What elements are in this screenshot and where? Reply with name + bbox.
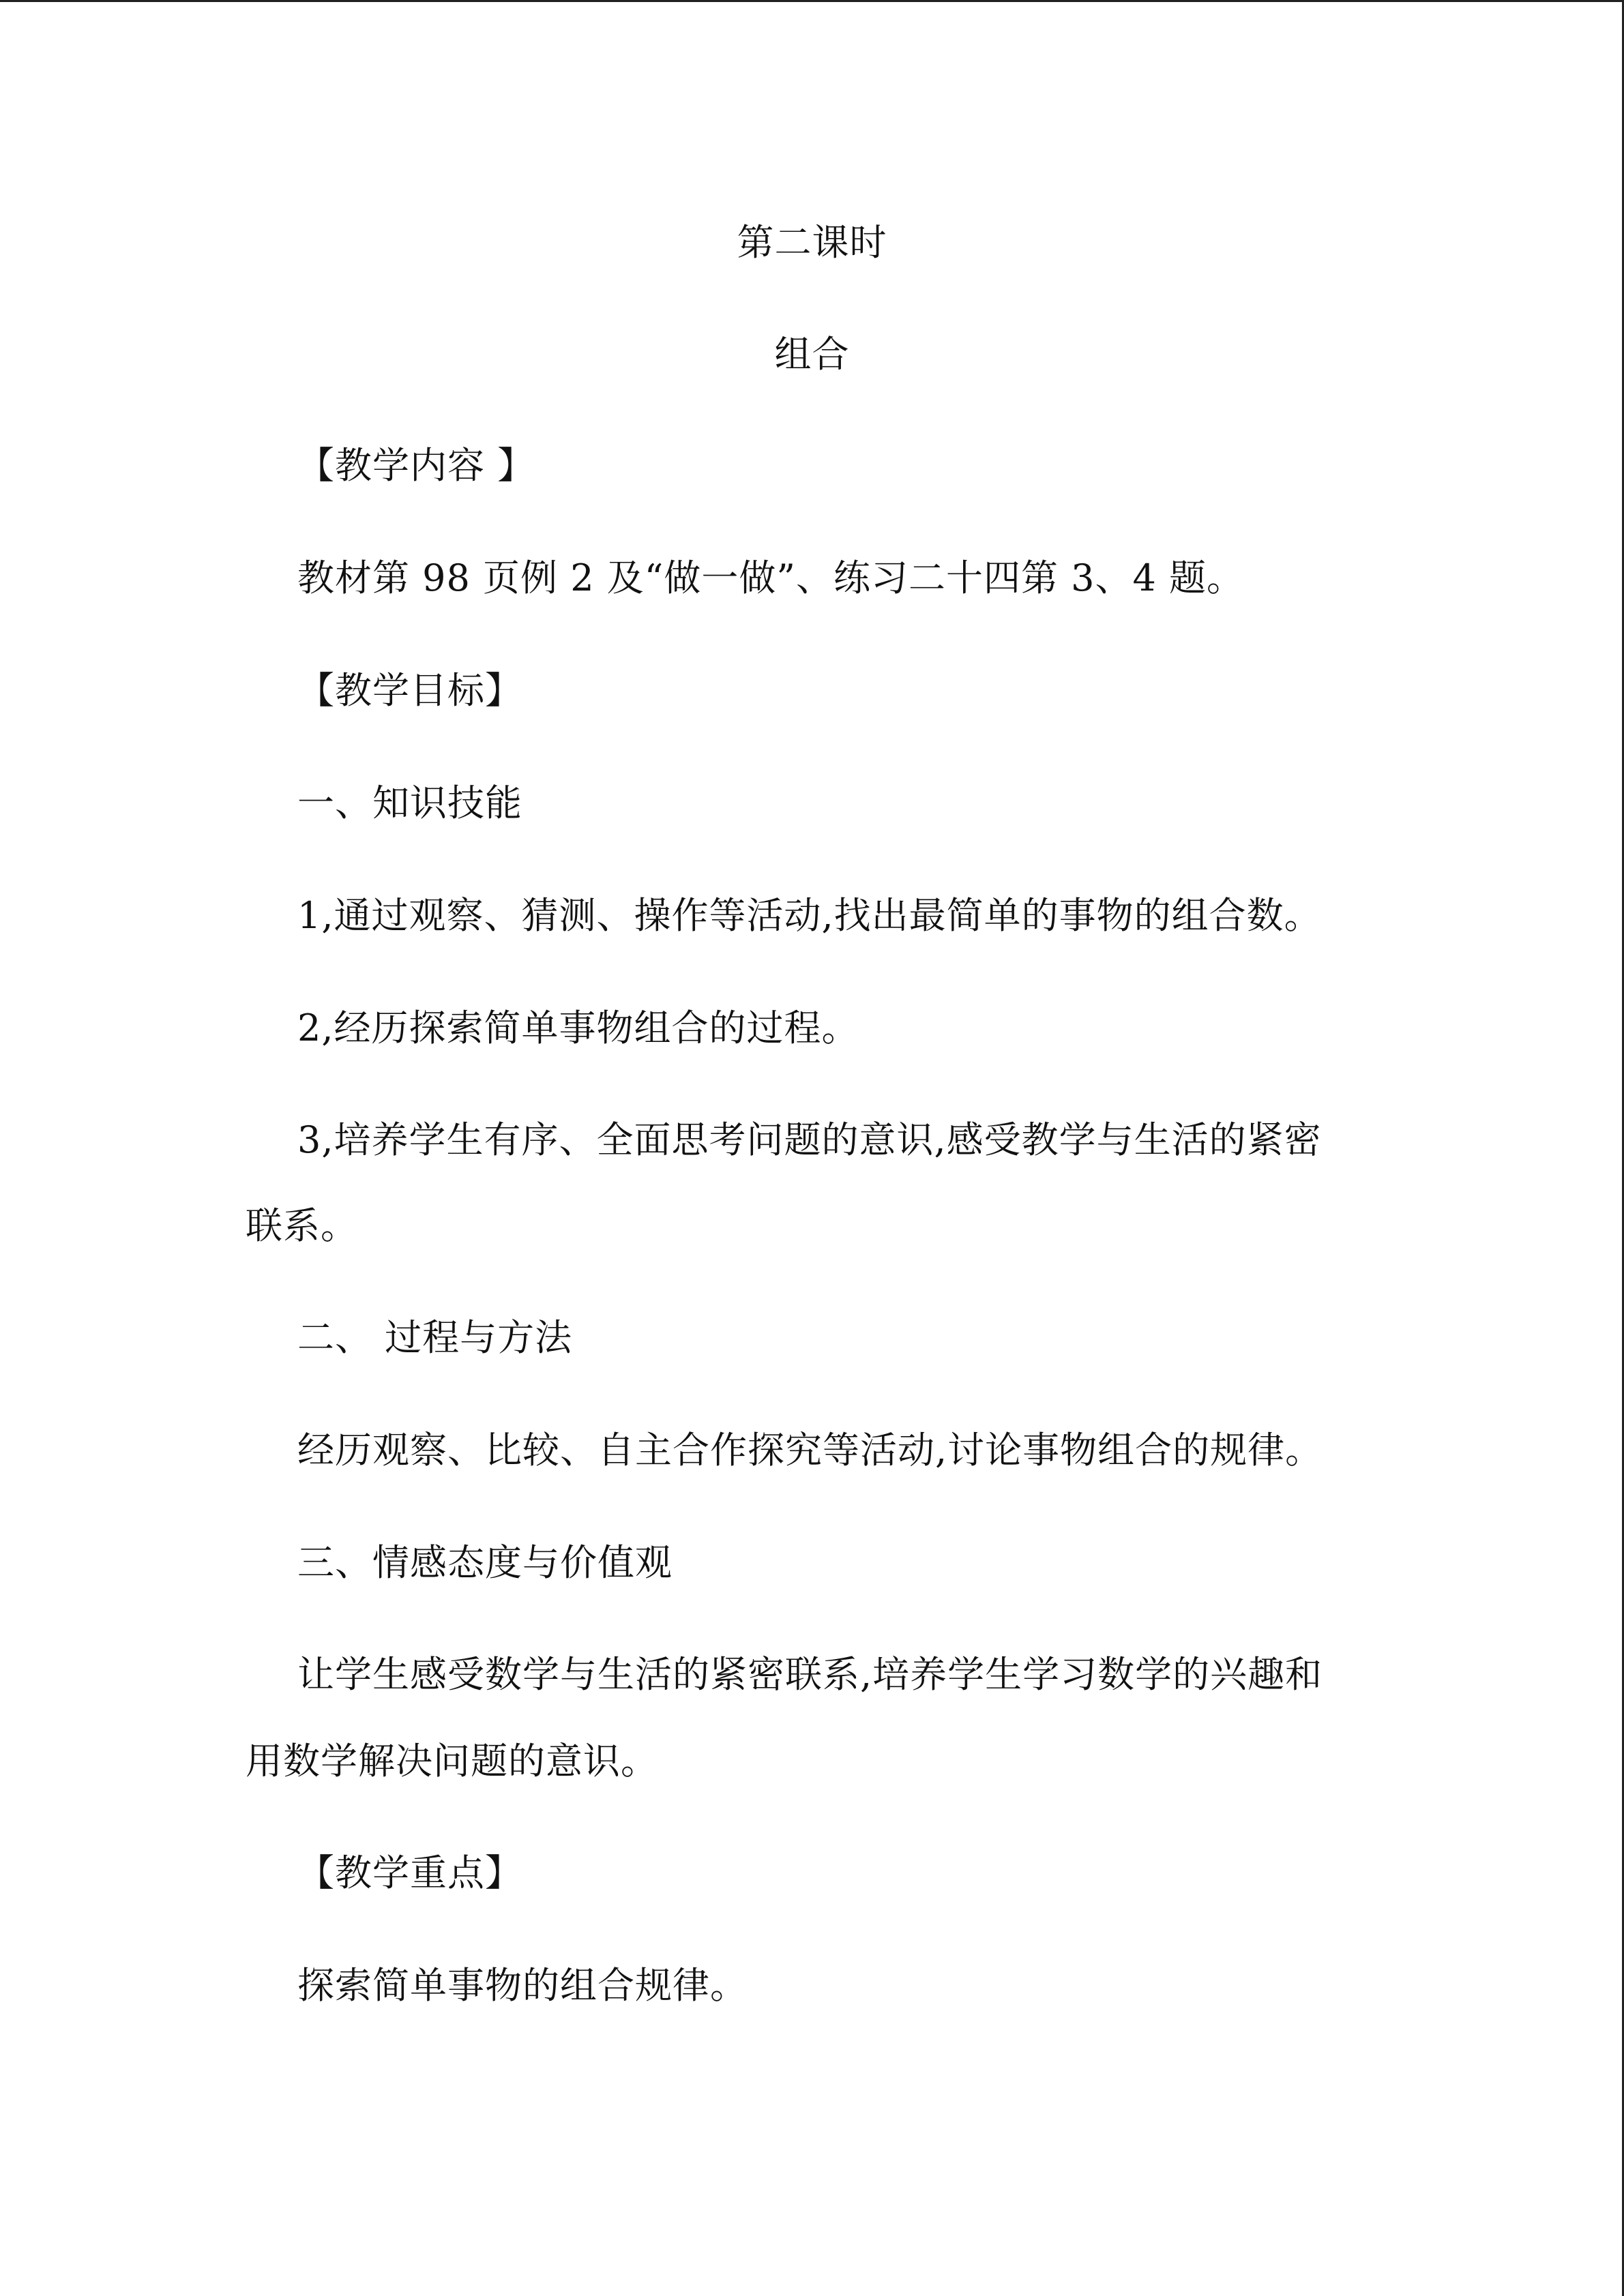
objective-item-2: 2,经历探索简单事物组合的过程。 [297, 1007, 859, 1049]
objective-item-3-continued: 联系。 [246, 1204, 358, 1247]
lesson-label: 第二课时 [737, 221, 887, 264]
page-title: 组合 [774, 333, 850, 376]
content-text: 教材第 98 页例 2 及“做一做”、练习二十四第 3、4 题。 [297, 556, 1244, 599]
section2-text: 经历观察、比较、自主合作探究等活动,讨论事物组合的规律。 [297, 1429, 1323, 1472]
focus-heading: 【教学重点】 [297, 1851, 522, 1894]
content-heading: 【教学内容 】 [297, 444, 535, 487]
focus-text: 探索简单事物的组合规律。 [297, 1964, 748, 2007]
section3-heading: 三、情感态度与价值观 [297, 1541, 673, 1584]
objectives-heading: 【教学目标】 [297, 669, 522, 712]
section3-text-continued: 用数学解决问题的意识。 [246, 1740, 658, 1783]
objective-item-1: 1,通过观察、猜测、操作等活动,找出最简单的事物的组合数。 [297, 894, 1322, 937]
objective-item-3: 3,培养学生有序、全面思考问题的意识,感受教学与生活的紧密 [297, 1118, 1322, 1161]
section1-heading: 一、知识技能 [297, 781, 522, 824]
section3-text: 让学生感受数学与生活的紧密联系,培养学生学习数学的兴趣和 [297, 1653, 1323, 1696]
section2-heading: 二、 过程与方法 [297, 1316, 573, 1359]
